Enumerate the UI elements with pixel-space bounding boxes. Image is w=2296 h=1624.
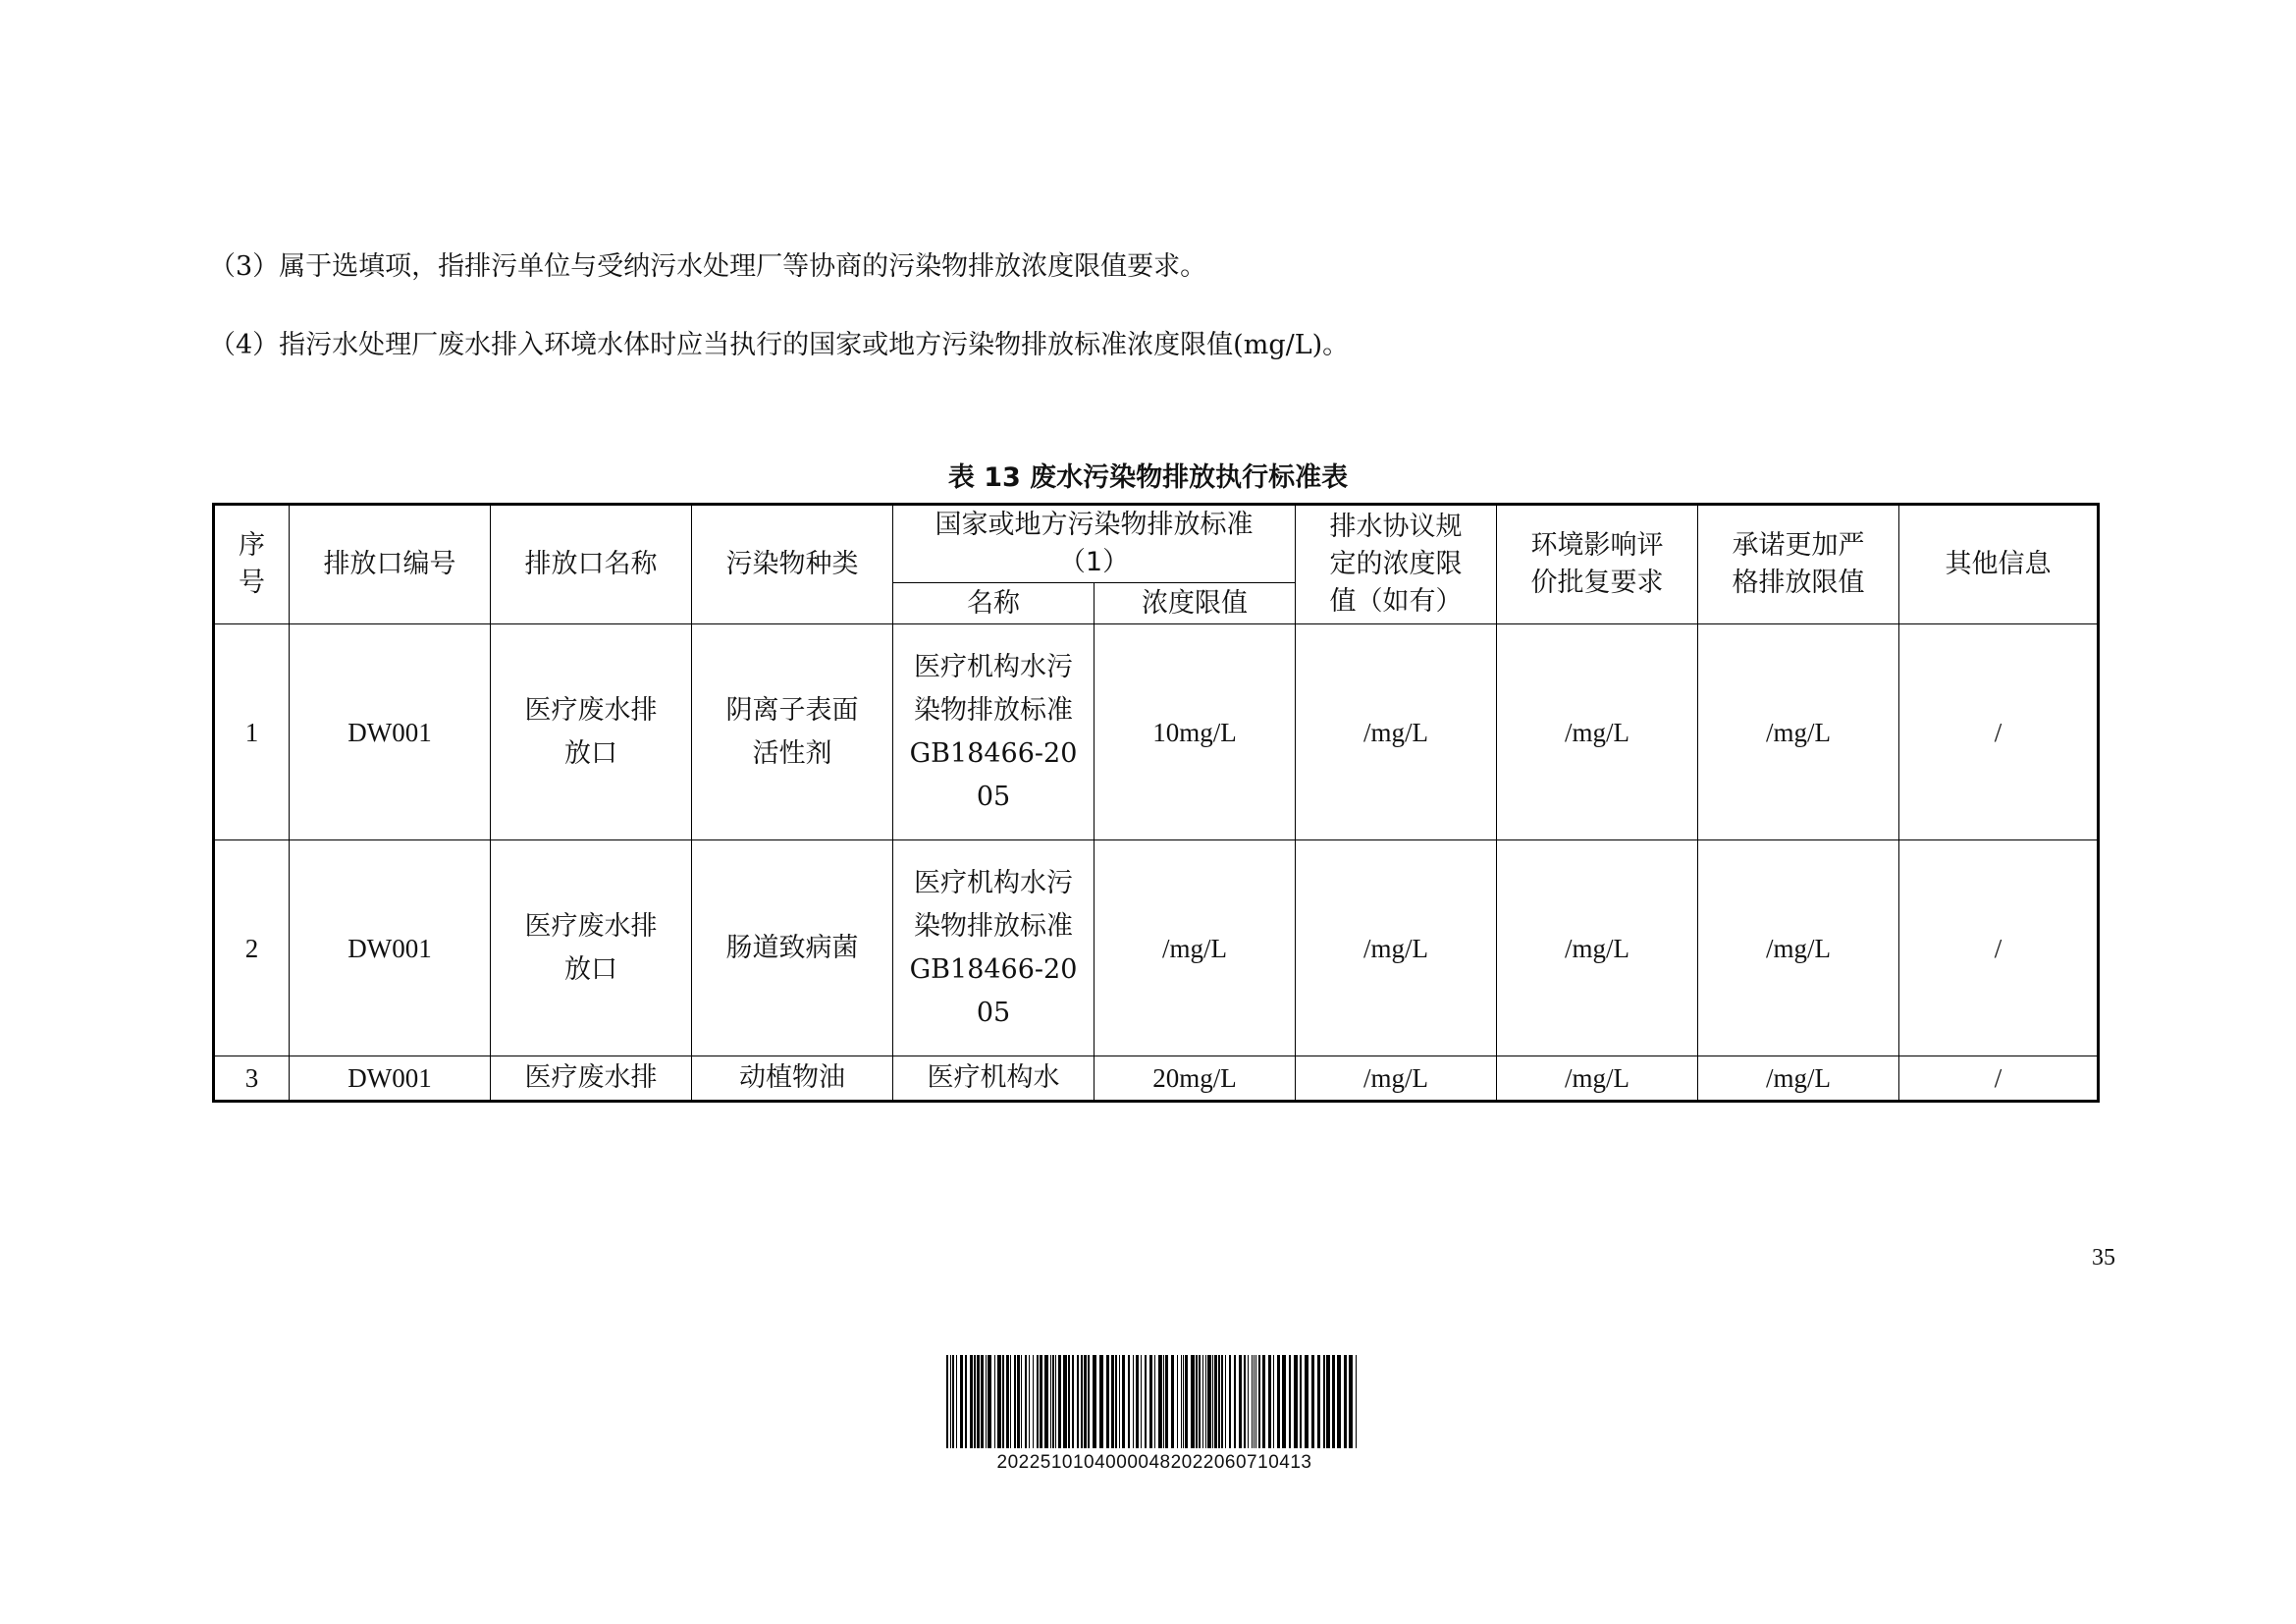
header-agreement: 排水协议规定的浓度限值（如有） [1296,505,1497,624]
table-title: 表 13 废水污染物排放执行标准表 [947,462,1349,493]
cell-outlet-code: DW001 [290,1056,491,1102]
cell-other: / [1899,624,2099,840]
header-standard-group: 国家或地方污染物排放标准（1） [893,505,1296,583]
cell-other: / [1899,840,2099,1056]
cell-commitment: /mg/L [1698,840,1899,1056]
header-pollutant: 污染物种类 [692,505,893,624]
cell-other: / [1899,1056,2099,1102]
page-number: 35 [2092,1245,2115,1271]
header-outlet-name: 排放口名称 [491,505,692,624]
cell-limit: /mg/L [1095,840,1296,1056]
cell-pollutant: 动植物油 [692,1056,893,1102]
cell-agreement: /mg/L [1296,840,1497,1056]
table-row [214,840,2099,1056]
barcode-number: 20225101040000482022060710413 [996,1452,1312,1473]
cell-outlet-name: 医疗废水排放口 [491,840,692,1056]
cell-eia: /mg/L [1497,840,1698,1056]
cell-standard-name: 医疗机构水 [893,1056,1095,1102]
table-row [214,624,2099,840]
cell-agreement: /mg/L [1296,1056,1497,1102]
header-seq: 序号 [214,505,290,624]
barcode-icon [946,1355,1362,1448]
cell-standard-name: 医疗机构水污染物排放标准GB18466-2005 [893,624,1095,840]
header-other: 其他信息 [1899,505,2099,624]
cell-pollutant: 阴离子表面活性剂 [692,624,893,840]
table-row [214,1056,2099,1102]
cell-limit: 10mg/L [1095,624,1296,840]
note-4: （4）指污水处理厂废水排入环境水体时应当执行的国家或地方污染物排放标准浓度限值(mg/L)。 [209,330,1350,360]
cell-limit: 20mg/L [1095,1056,1296,1102]
header-standard-name: 名称 [893,583,1095,624]
cell-standard-name: 医疗机构水污染物排放标准GB18466-2005 [893,840,1095,1056]
cell-outlet-name: 医疗废水排放口 [491,624,692,840]
cell-outlet-name: 医疗废水排 [491,1056,692,1102]
emission-standard-table [212,503,2100,1103]
cell-commitment: /mg/L [1698,624,1899,840]
cell-commitment: /mg/L [1698,1056,1899,1102]
header-outlet-code: 排放口编号 [290,505,491,624]
cell-agreement: /mg/L [1296,624,1497,840]
header-eia: 环境影响评价批复要求 [1497,505,1698,624]
header-standard-limit: 浓度限值 [1095,583,1296,624]
cell-pollutant: 肠道致病菌 [692,840,893,1056]
cell-outlet-code: DW001 [290,624,491,840]
note-3: （3）属于选填项，指排污单位与受纳污水处理厂等协商的污染物排放浓度限值要求。 [209,251,1207,282]
cell-seq: 1 [214,624,290,840]
cell-outlet-code: DW001 [290,840,491,1056]
cell-seq: 3 [214,1056,290,1102]
cell-eia: /mg/L [1497,1056,1698,1102]
header-commitment: 承诺更加严格排放限值 [1698,505,1899,624]
cell-eia: /mg/L [1497,624,1698,840]
cell-seq: 2 [214,840,290,1056]
